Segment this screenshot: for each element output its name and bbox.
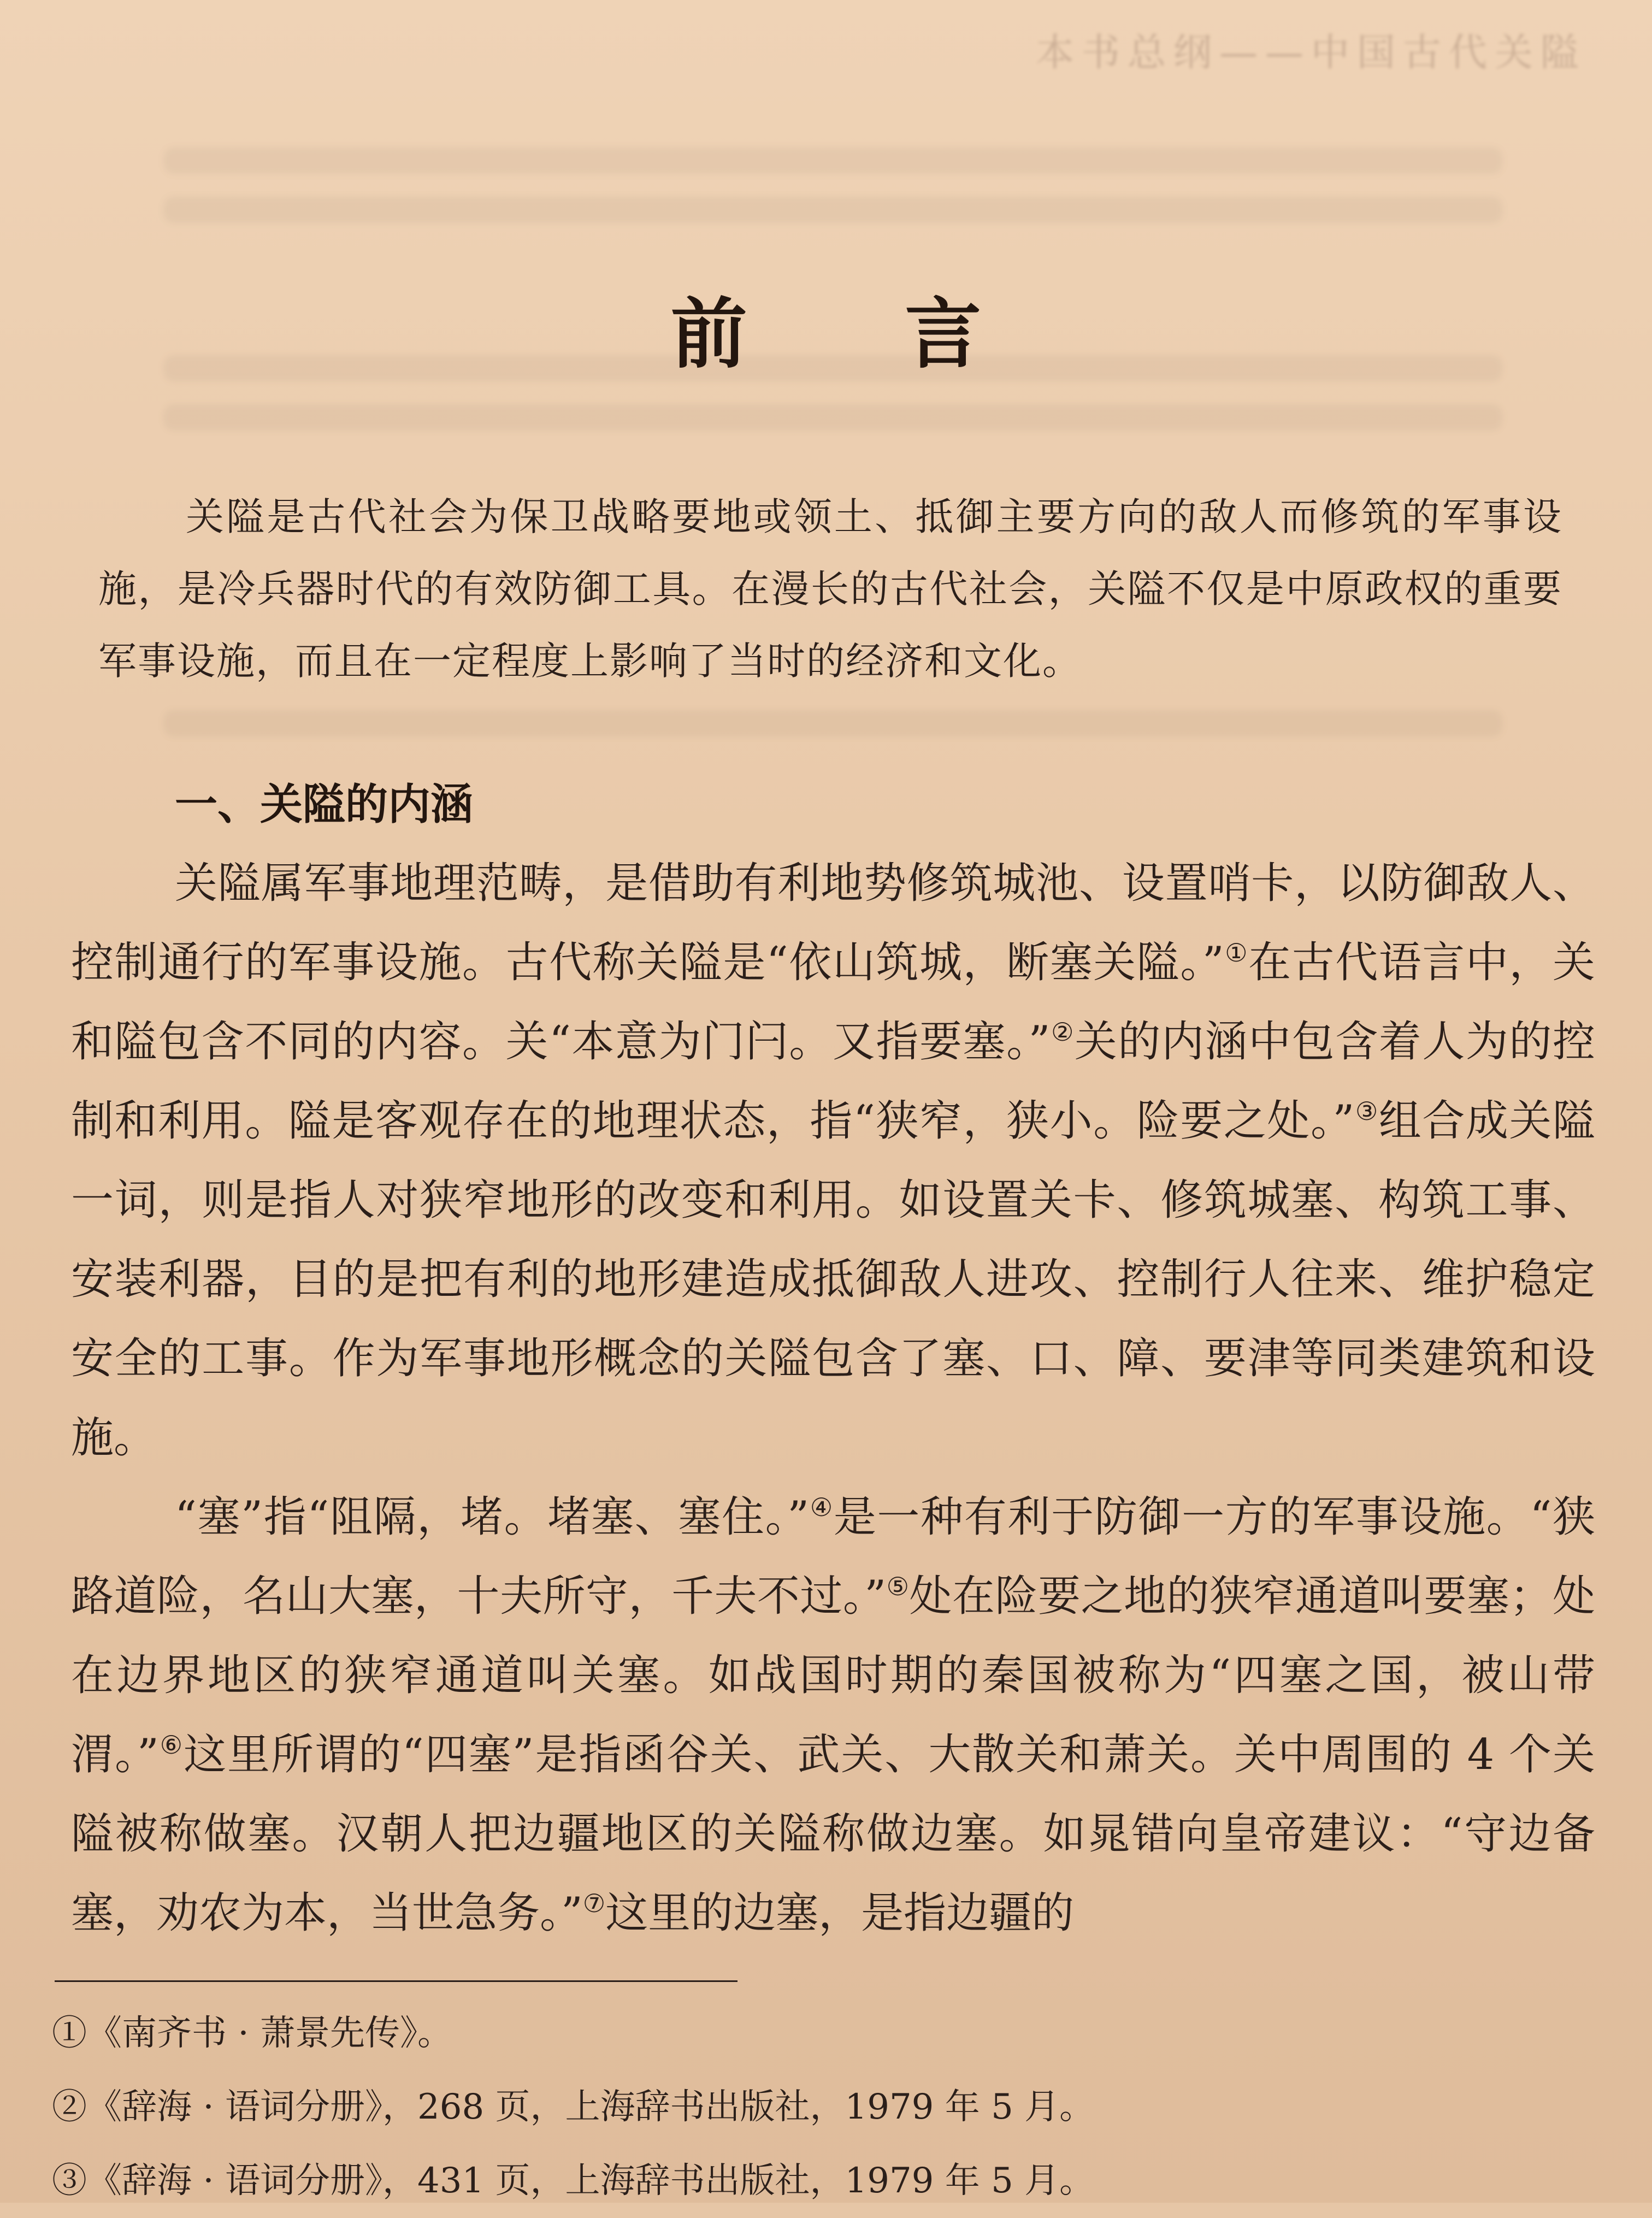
text-span: 这里所谓的“四塞”是指函谷关、武关、大散关和萧关。关中周围的 4 个关隘被称做塞。汉朝人把边疆地区的关隘称做边塞。如晁错向皇帝建议：“守边备塞，劝农为本，当世急务。” [71,1730,1595,1938]
section-heading: 一、关隘的内涵 [175,780,474,829]
text-span: 这里的边塞，是指边疆的 [605,1889,1075,1938]
text-span: 关隘属军事地理范畴，是借助有利地势修筑城池、设置哨卡，以防御敌人、控制通行的军事设施。古代称关隘是“依山筑城，断塞关隘。” [71,859,1595,987]
footnote [52,2070,1472,2144]
footnote-mark: ② [52,2087,87,2127]
page-title: 前 言 [670,290,1047,379]
text-span: 组合成关隘一词，则是指人对狭窄地形的改变和利用。如设置关卡、修筑城塞、构筑工事、安装利器，目的是把有利的地形建造成抵御敌人进攻、控制行人往来、维护稳定安全的工事。作为军事地形概念的关隘包含了塞、口、障、要津等同类建筑和设施。 [71,1096,1595,1462]
lead-paragraph: 关隘是古代社会为保卫战略要地或领土、抵御主要方向的敌人而修筑的军事设施，是冷兵器时代的有效防御工具。在漫长的古代社会，关隘不仅是中原政权的重要军事设施，而且在一定程度上影响了当时的经济和文化。 [98,494,1562,683]
footnote-ref-6: ⑥ [158,1730,184,1760]
footnotes [52,1997,1472,2218]
footnote-ref-1: ① [1224,938,1249,968]
bleed-through-line [164,710,1502,736]
text-span: 处在险要之地的狭窄通道叫要塞；处在边界地区的狭窄通道叫关塞。如战国时期的秦国被称为“四塞之国，被山带渭。” [71,1572,1595,1779]
text-span: 关的内涵中包含着人为的控制和利用。隘是客观存在的地理状态，指“狭窄，狭小。险要之处。” [71,1017,1595,1146]
footnote-divider [55,1980,738,1982]
running-header: 本书总纲——中国古代关隘 [1036,30,1586,75]
footnote-text: 《辞海 · 语词分册》，431 页，上海辞书出版社，1979 年 5 月。 [87,2161,1095,2201]
footnote-text: 《南齐书 · 萧景先传》。 [87,2013,453,2054]
paragraph-definition [71,844,1595,1478]
text-span: 在古代语言中，关和隘包含不同的内容。关“本意为门闩。又指要塞。” [71,938,1595,1066]
bleed-through-line [164,404,1502,430]
footnote-ref-5: ⑤ [886,1572,910,1601]
text-span: “塞”指“阻隔，堵。堵塞、塞住。” [175,1493,810,1542]
body-text [71,844,1595,1953]
footnote-ref-4: ④ [809,1493,834,1522]
footnote [52,1997,1472,2070]
footnote-text: 《辞海 · 语词分册》，268 页，上海辞书出版社，1979 年 5 月。 [87,2087,1095,2127]
paragraph-sai [71,1478,1595,1953]
footnote-ref-2: ② [1050,1017,1075,1047]
footnote-mark: ① [52,2013,87,2054]
footnote [52,2144,1472,2218]
bleed-through-line [164,148,1502,174]
footnote-ref-3: ③ [1354,1096,1379,1126]
footnote-ref-7: ⑦ [582,1889,606,1918]
footnote-mark: ③ [52,2161,87,2201]
text-span: 是一种有利于防御一方的军事设施。“狭路道险，名山大塞，十夫所守，千夫不过。” [71,1493,1595,1621]
bleed-through-line [164,197,1502,223]
